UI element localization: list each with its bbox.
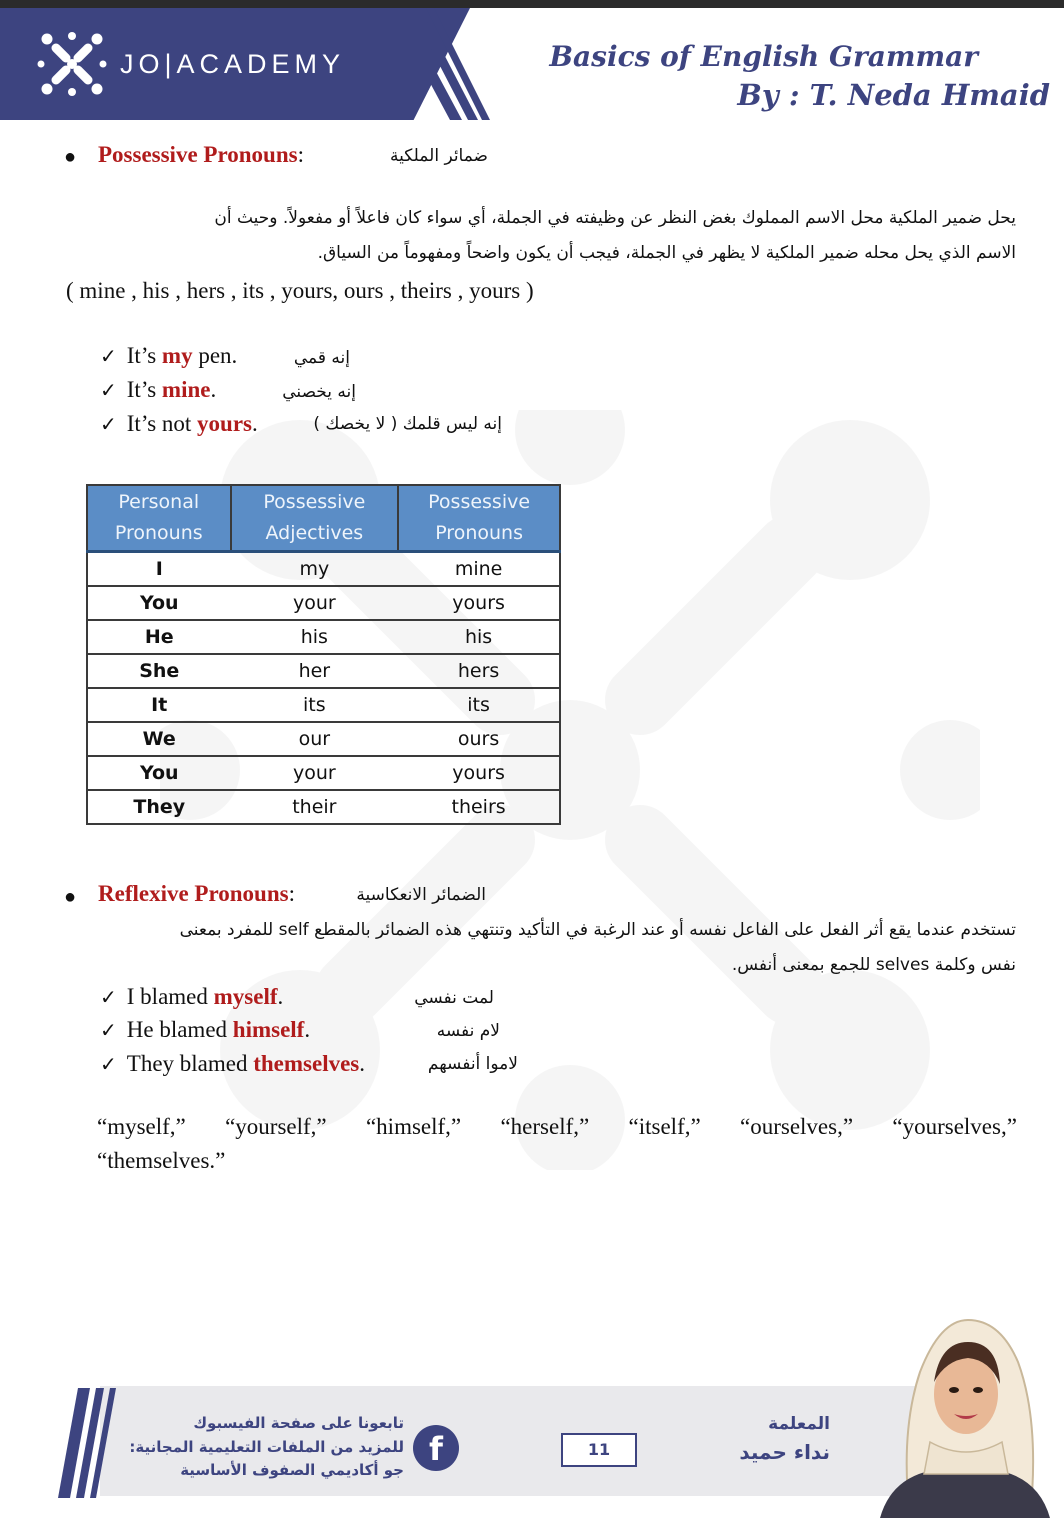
example-post: . [359, 1051, 366, 1076]
reflexive-title: Reflexive Pronouns [98, 881, 289, 906]
example-post: . [252, 411, 258, 436]
example-ar: إنه يخصني [282, 382, 356, 402]
table-cell: your [231, 586, 399, 620]
table-cell: I [87, 552, 231, 587]
check-icon: ✓ [100, 1052, 117, 1076]
table-row [87, 756, 560, 790]
example-post: . [277, 984, 284, 1009]
table-row [87, 790, 560, 824]
check-icon: ✓ [100, 985, 117, 1009]
example-highlight: my [161, 343, 193, 368]
table-header-row [87, 485, 560, 552]
table-cell: mine [398, 552, 560, 587]
possessive-desc-line1: يحل ضمير الملكية محل الاسم المملوك بغض النظر عن وظيفته في الجملة، أي سواء كان فاعلاً أو مفعولاً. وحيث أن [214, 208, 1016, 228]
reflexive-colon: : [288, 881, 295, 906]
table-cell: They [87, 790, 231, 824]
pronoun-table [86, 484, 561, 825]
reflexive-word: “herself,” [500, 1114, 590, 1139]
example-ar: لمت نفسي [414, 988, 494, 1008]
table-cell: yours [398, 756, 560, 790]
example-ar: إنه ليس قلمك ( لا يخصك ) [313, 414, 502, 434]
table-cell: hers [398, 654, 560, 688]
possessive-heading [98, 142, 304, 168]
example-post: pen. [192, 343, 238, 368]
reflexive-word: “itself,” [628, 1114, 701, 1139]
bullet-icon: ● [64, 886, 77, 908]
reflexive-heading [98, 881, 295, 907]
facebook-icon[interactable]: f [413, 1425, 459, 1471]
example-post: . [304, 1017, 311, 1042]
example-pre: It’s not [126, 411, 198, 436]
reflexive-example-3 [100, 1051, 365, 1077]
logo-star-icon [36, 28, 108, 100]
logo-text: JO|ACADEMY [120, 48, 346, 79]
check-icon: ✓ [100, 412, 117, 436]
possessive-example-1 [100, 343, 237, 369]
reflexive-example-1 [100, 984, 283, 1010]
footer-fb-line1: تابعونا على صفحة الفيسبوك [193, 1414, 404, 1432]
table-cell: their [231, 790, 399, 824]
reflexive-title-ar: الضمائر الانعكاسية [356, 885, 486, 905]
table-cell: its [231, 688, 399, 722]
table-cell: She [87, 654, 231, 688]
example-ar: لاموا أنفسهم [427, 1054, 518, 1074]
footer-fb-line3: جو أكاديمي الصفوف الأساسية [180, 1461, 404, 1479]
header-possessive-adjectives: Possessive Adjectives [231, 485, 399, 552]
check-icon: ✓ [100, 1018, 117, 1042]
table-cell: my [231, 552, 399, 587]
teacher-portrait [880, 1312, 1050, 1518]
reflexive-list [97, 1114, 1017, 1140]
possessive-title: Possessive Pronouns [98, 142, 298, 167]
document-author: By : T. Neda Hmaid [737, 78, 1050, 112]
table-cell: his [231, 620, 399, 654]
reflexive-word: “yourselves,” [892, 1114, 1017, 1139]
reflexive-word: “myself,” [97, 1114, 186, 1139]
possessive-example-2 [100, 377, 216, 403]
teacher-name: نداء حميد [739, 1440, 830, 1464]
reflexive-word: “yourself,” [225, 1114, 327, 1139]
example-pre: They blamed [126, 1051, 254, 1076]
header-possessive-pronouns: Possessive Pronouns [398, 485, 560, 552]
table-row [87, 586, 560, 620]
check-icon: ✓ [100, 344, 117, 368]
table-cell: He [87, 620, 231, 654]
table-row [87, 620, 560, 654]
table-cell: your [231, 756, 399, 790]
example-pre: It’s [126, 377, 162, 402]
example-pre: It’s [126, 343, 162, 368]
table-cell: It [87, 688, 231, 722]
footer-fb-line2: للمزيد من الملفات التعليمية المجانية: [129, 1438, 404, 1456]
example-highlight: themselves [253, 1051, 360, 1076]
table-cell: yours [398, 586, 560, 620]
reflexive-example-2 [100, 1017, 310, 1043]
reflexive-desc-line2: نفس وكلمة selves للجمع بمعنى أنفس. [731, 955, 1016, 975]
reflexive-desc-line1: تستخدم عندما يقع أثر الفعل على الفاعل نفسه أو عند الرغبة في التأكيد وتنتهي هذه الضمائر بالمقطع self للمفرد بمعنى [179, 920, 1016, 940]
possessive-desc-line2: الاسم الذي يحل محله ضمير الملكية لا يظهر في الجملة، فيجب أن يكون واضحاً ومفهوماً من السياق. [317, 243, 1016, 263]
table-cell: his [398, 620, 560, 654]
reflexive-word-last: “themselves.” [97, 1148, 226, 1173]
example-highlight: myself [213, 984, 278, 1009]
reflexive-word: “ourselves,” [740, 1114, 854, 1139]
table-cell: theirs [398, 790, 560, 824]
header-personal-pronouns: Personal Pronouns [87, 485, 231, 552]
table-cell: You [87, 756, 231, 790]
example-pre: He blamed [126, 1017, 233, 1042]
table-row [87, 552, 560, 587]
possessive-list: ( mine , his , hers , its , yours, ours , theirs , yours ) [66, 278, 534, 303]
possessive-example-3 [100, 411, 258, 437]
example-highlight: himself [232, 1017, 305, 1042]
document-title: Basics of English Grammar [549, 40, 978, 73]
table-row [87, 722, 560, 756]
table-cell: her [231, 654, 399, 688]
table-row [87, 688, 560, 722]
example-post: . [210, 377, 217, 402]
example-highlight: mine [161, 377, 211, 402]
table-row [87, 654, 560, 688]
possessive-title-ar: ضمائر الملكية [390, 146, 488, 166]
example-highlight: yours [197, 411, 252, 436]
table-cell: its [398, 688, 560, 722]
example-ar: إنه قمي [293, 348, 350, 368]
check-icon: ✓ [100, 378, 117, 402]
reflexive-word: “himself,” [365, 1114, 462, 1139]
teacher-label: المعلمة [768, 1414, 830, 1434]
table-cell: You [87, 586, 231, 620]
table-cell: We [87, 722, 231, 756]
table-cell: our [231, 722, 399, 756]
example-ar: لام نفسه [436, 1021, 500, 1041]
possessive-colon: : [297, 142, 304, 167]
page-number: 11 [561, 1433, 637, 1467]
example-pre: I blamed [126, 984, 214, 1009]
table-cell: ours [398, 722, 560, 756]
jo-academy-logo [36, 28, 345, 100]
bullet-icon: ● [64, 146, 77, 168]
